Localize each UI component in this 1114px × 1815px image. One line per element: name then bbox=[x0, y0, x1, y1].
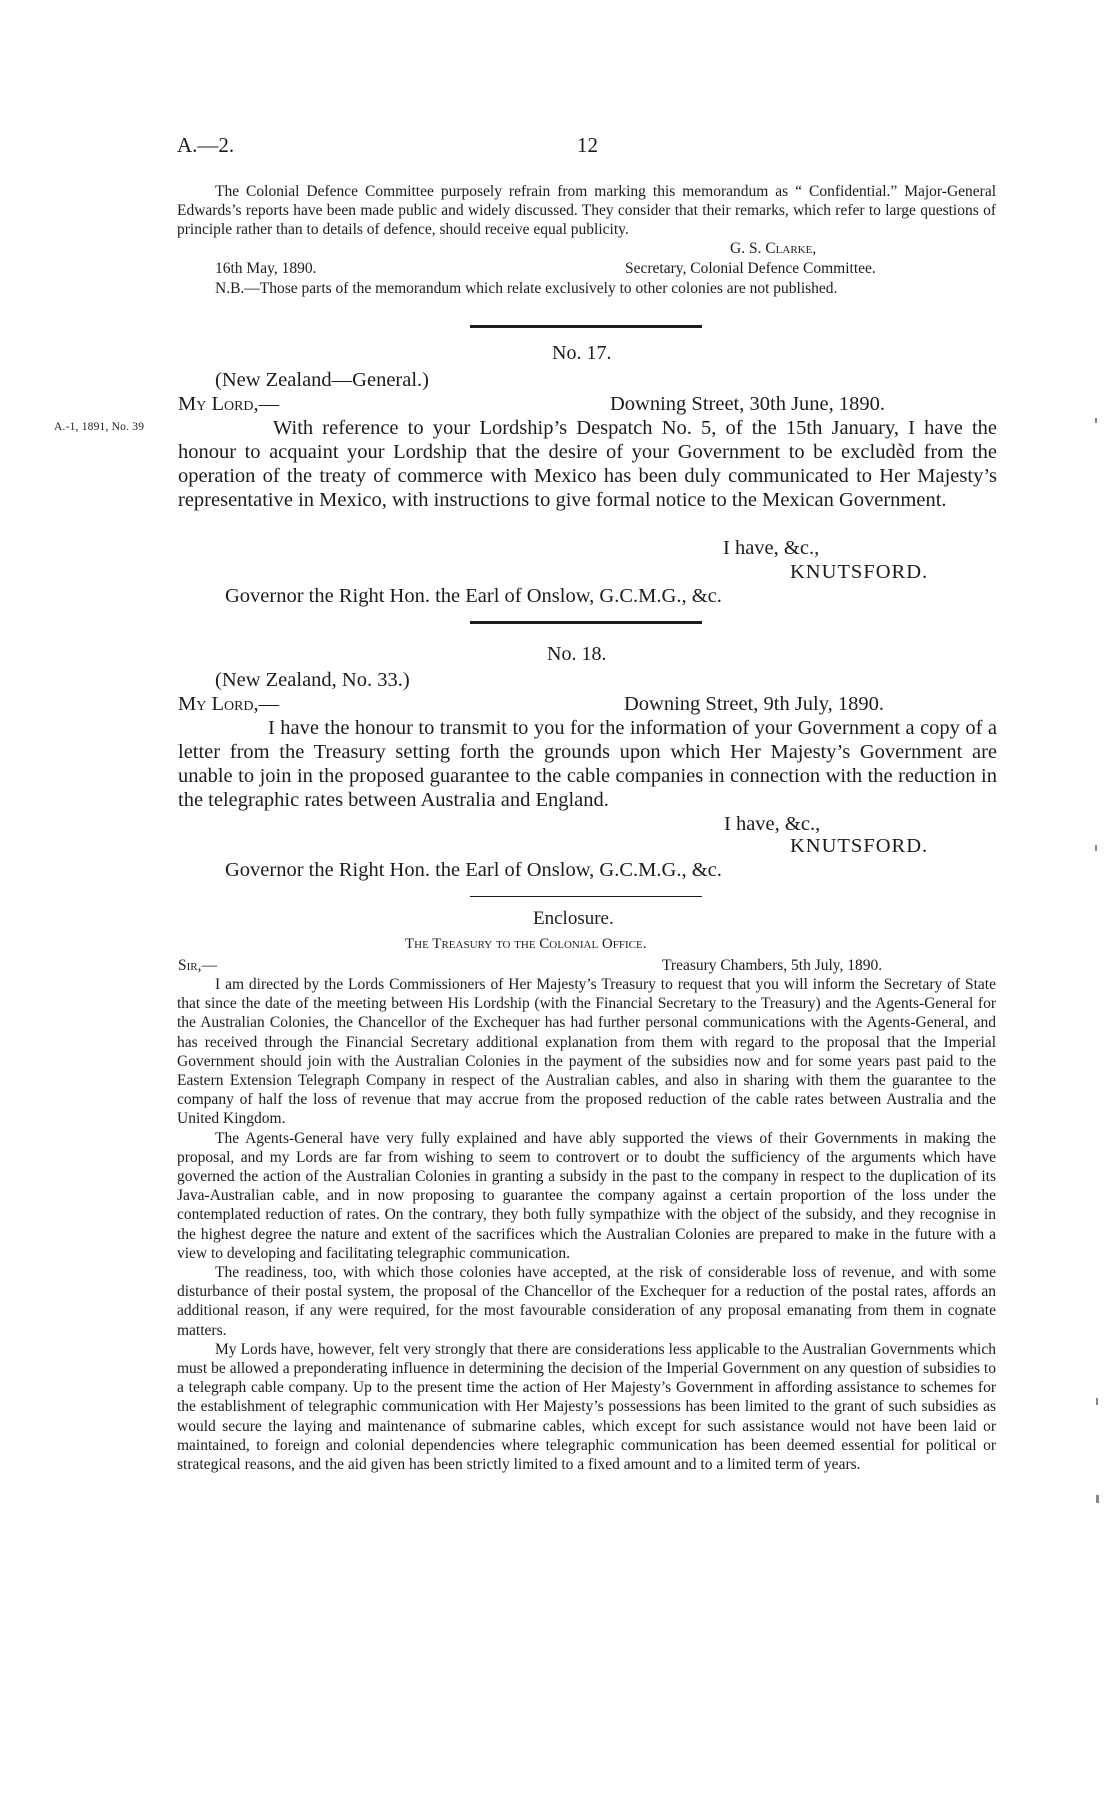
memo-signatory-title: Secretary, Colonial Defence Committee. bbox=[625, 260, 876, 277]
despatch-17-margin-ref: A.-1, 1891, No. 39 bbox=[54, 421, 145, 433]
despatch-17-heading: (New Zealand—General.) bbox=[215, 369, 429, 391]
scan-mark bbox=[1095, 845, 1097, 851]
despatch-18-number: No. 18. bbox=[547, 643, 607, 665]
despatch-17-signature: KNUTSFORD. bbox=[790, 561, 929, 583]
enclosure-salutation: Sir,— bbox=[178, 957, 217, 974]
despatch-17-closing: I have, &c., bbox=[723, 537, 820, 559]
memo-paragraph: The Colonial Defence Committee purposely refrain from marking this memorandum as “ Confidential.” Major-General Edwards’s reports have been made public and widely discussed. They consider that their remarks, which refer to large questions of principle rather than to details of defence, should receive equal publicity. bbox=[177, 183, 996, 239]
despatch-17-salutation: My Lord,— bbox=[178, 393, 280, 415]
enclosure-paragraph: The Agents-General have very fully explained and have ably supported the views of their Governments in making the proposal, and my Lords are far from wishing to seem to controvert or to doubt the sufficiency of the arguments which have governed the action of the Australian Colonies in granting a subsidy in the past to the company in respect to the duplication of its Java-Australian cable, and in now proposing to guarantee the company against a certain proportion of the loss under the contemplated reduction of rates. On the contrary, they both fully sympathize with the object of the subsidy, and they recognise in the highest degree the nature and extent of the sacrifices which the Australian Colonies are prepared to make in the future with a view to developing and facilitating telegraphic communication. bbox=[177, 1129, 996, 1262]
memo-signatory: G. S. Clarke, bbox=[730, 240, 817, 257]
enclosure-body bbox=[177, 975, 996, 1474]
scan-mark bbox=[1096, 1495, 1099, 1503]
despatch-18-salutation: My Lord,— bbox=[178, 693, 280, 715]
memo-nb: N.B.—Those parts of the memorandum which relate exclusively to other colonies are not published. bbox=[215, 280, 838, 297]
enclosure-paragraph: I am directed by the Lords Commissioners of Her Majesty’s Treasury to request that you will inform the Secretary of State that since the date of the meeting between His Lordship (with the Financial Secretary to the Treasury) and the Agents-General for the Australian Colonies, the Chancellor of the Exchequer has had further personal communications with the Agents-General, and has received through the Financial Secretary additional explanation from them with regard to the proposal that the Imperial Government should join with the Australian Colonies in the payment of the subsidies now and for some years past paid to the Eastern Extension Telegraph Company in respect of the Australian cables, and also in sharing with them the guarantee to the company of half the loss of revenue that may accrue from the proposed reduction of the cable rates between Australia and the United Kingdom. bbox=[177, 976, 996, 1128]
despatch-17-number: No. 17. bbox=[552, 342, 612, 364]
enclosure-subtitle: The Treasury to the Colonial Office. bbox=[405, 936, 647, 952]
despatch-18-addressee: Governor the Right Hon. the Earl of Onslow, G.C.M.G., &c. bbox=[225, 859, 722, 881]
despatch-17-place-date: Downing Street, 30th June, 1890. bbox=[610, 393, 886, 415]
enclosure-paragraph: My Lords have, however, felt very strongly that there are considerations less applicable to the Australian Governments which must be allowed a preponderating influence in determining the decision of the Imperial Government on any question of subsidies to a telegraph cable company. Up to the present time the action of Her Majesty’s Government in affording assistance to schemes for the establishment of telegraphic communication with Her Majesty’s possessions has been limited to the grant of such subsidies as would secure the laying and maintenance of submarine cables, which except for such assistance would not have been laid or maintained, to foreign and colonial dependencies where telegraphic communication has been deemed essential for political or strategical reasons, and the aid given has been strictly limited to a fixed amount and to a limited term of years. bbox=[177, 1340, 996, 1474]
scan-mark bbox=[1096, 1398, 1098, 1405]
memo-date: 16th May, 1890. bbox=[215, 260, 317, 277]
scan-mark bbox=[1095, 418, 1097, 423]
section-divider bbox=[470, 325, 702, 328]
despatch-18-body: I have the honour to transmit to you for the information of your Government a copy of a letter from the Treasury setting forth the grounds upon which Her Majesty’s Government are unable to join in the proposed guarantee to the cable companies in connection with the reduction in the telegraphic rates between Australia and England. bbox=[178, 717, 997, 811]
section-divider bbox=[470, 896, 702, 897]
document-reference: A.—2. bbox=[177, 133, 235, 157]
despatch-18-heading: (New Zealand, No. 33.) bbox=[215, 669, 410, 691]
despatch-17-body: With reference to your Lordship’s Despatch No. 5, of the 15th January, I have the honour to acquaint your Lordship that the desire of your Government to be excludèd from the operation of the treaty of commerce with Mexico has been duly communicated to Her Majesty’s representative in Mexico, with instructions to give formal notice to the Mexican Government. bbox=[178, 417, 997, 511]
section-divider bbox=[470, 621, 702, 624]
despatch-18-closing: I have, &c., bbox=[718, 812, 820, 836]
enclosure-paragraph: The readiness, too, with which those colonies have accepted, at the risk of considerable loss of revenue, and with some disturbance of their postal system, the proposal of the Chancellor of the Exchequer for a reduction of the postal rates, affords an additional reason, if any were required, for the most favourable consideration of any proposal emanating from them in cognate matters. bbox=[177, 1264, 996, 1339]
enclosure-place-date: Treasury Chambers, 5th July, 1890. bbox=[662, 957, 883, 974]
enclosure-title: Enclosure. bbox=[533, 908, 614, 929]
despatch-17-addressee: Governor the Right Hon. the Earl of Onslow, G.C.M.G., &c. bbox=[225, 585, 722, 607]
despatch-18-place-date: Downing Street, 9th July, 1890. bbox=[624, 693, 885, 715]
page-number: 12 bbox=[577, 133, 598, 157]
memo-note bbox=[177, 182, 996, 240]
despatch-18-signature: KNUTSFORD. bbox=[790, 835, 929, 857]
